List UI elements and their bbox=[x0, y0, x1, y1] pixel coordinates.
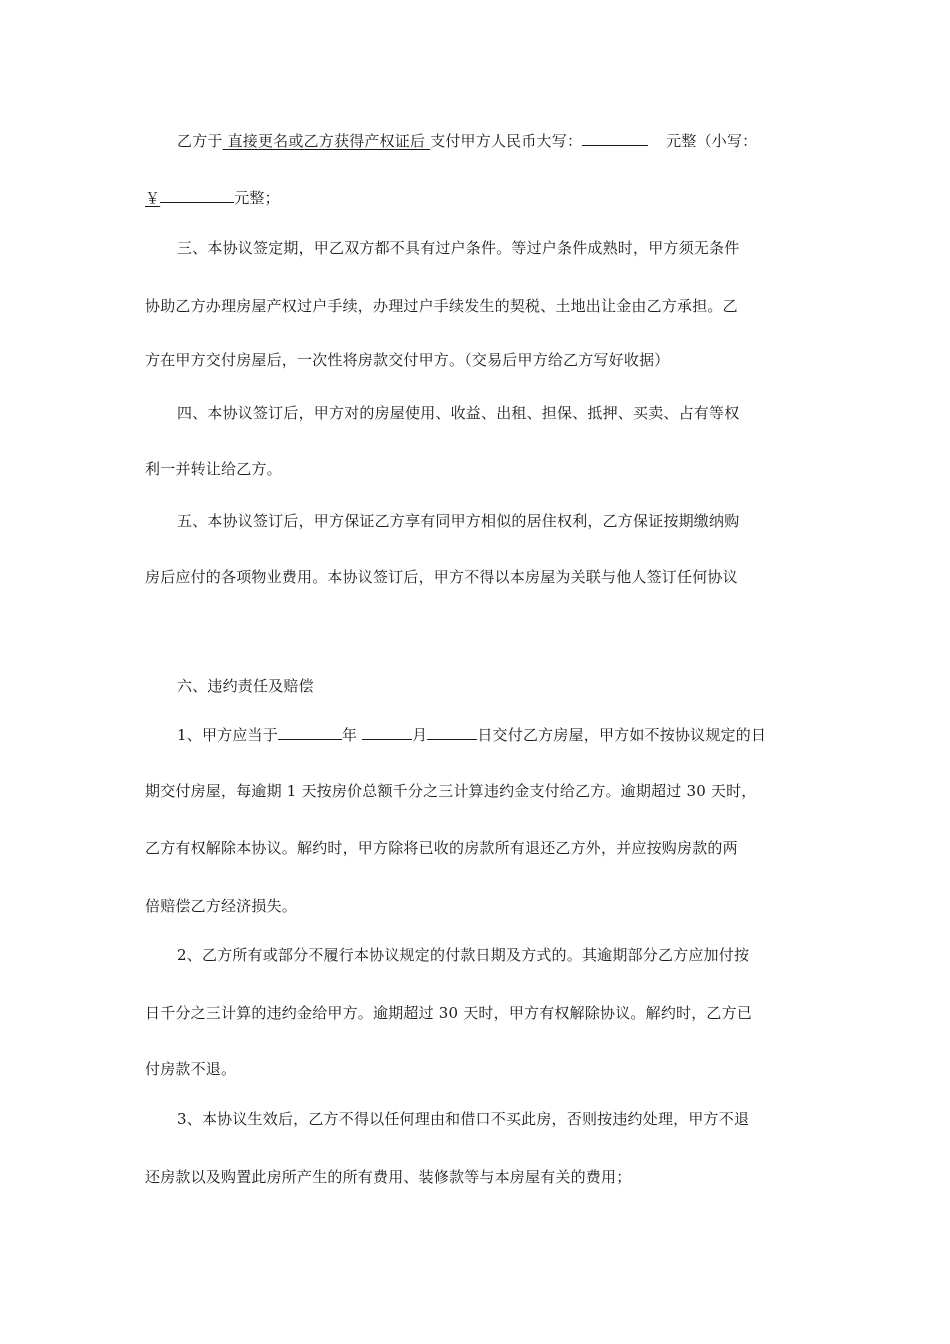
payment-line-1 bbox=[177, 128, 817, 148]
clause-4-line-1: 四、本协议签订后，甲方对的房屋使用、收益、出租、担保、抵押、买卖、占有等权 bbox=[177, 404, 740, 422]
clause-6-1-line-1 bbox=[177, 722, 817, 742]
month-blank bbox=[362, 722, 412, 740]
clause-3-line-3: 方在甲方交付房屋后，一次性将房款交付甲方。（交易后甲方给乙方写好收据） bbox=[145, 351, 670, 369]
clause-5-line-2: 房后应付的各项物业费用。本协议签订后，甲方不得以本房屋为关联与他人签订任何协议 bbox=[145, 568, 738, 586]
clause-3-line-1: 三、本协议签定期，甲乙双方都不具有过户条件。等过户条件成熟时，甲方须无条件 bbox=[177, 239, 740, 257]
clause-6-1-line-2: 期交付房屋，每逾期 1 天按房价总额千分之三计算违约金支付给乙方。逾期超过 30 天时， bbox=[145, 782, 757, 800]
text-segment: 1、甲方应当于 bbox=[177, 726, 278, 744]
clause-3-line-2: 协助乙方办理房屋产权过户手续，办理过户手续发生的契税、土地出让金由乙方承担。乙 bbox=[145, 297, 738, 315]
amount-blank-capital bbox=[582, 128, 648, 146]
clause-5-line-1: 五、本协议签订后，甲方保证乙方享有同甲方相似的居住权利，乙方保证按期缴纳购 bbox=[177, 512, 740, 530]
text-segment: 支付甲方人民币大写： bbox=[430, 132, 583, 150]
text-segment: 月 bbox=[412, 726, 428, 744]
text-segment: 乙方于 bbox=[177, 132, 223, 150]
payment-line-2 bbox=[145, 185, 815, 205]
year-blank bbox=[278, 722, 342, 740]
clause-6-2-line-2: 日千分之三计算的违约金给甲方。逾期超过 30 天时，甲方有权解除协议。解约时，乙方已 bbox=[145, 1004, 753, 1022]
clause-6-3-line-2: 还房款以及购置此房所产生的所有费用、装修款等与本房屋有关的费用； bbox=[145, 1168, 632, 1186]
day-blank bbox=[427, 722, 477, 740]
text-segment: 元整； bbox=[234, 189, 280, 207]
clause-6-1-line-4: 倍赔偿乙方经济损失。 bbox=[145, 897, 298, 915]
clause-6-2-line-3: 付房款不退。 bbox=[145, 1060, 237, 1078]
underlined-condition: 直接更名或乙方获得产权证后 bbox=[222, 132, 431, 150]
clause-4-line-2: 利一并转让给乙方。 bbox=[145, 460, 282, 478]
clause-6-title: 六、违约责任及赔偿 bbox=[177, 677, 314, 695]
text-segment: 年 bbox=[341, 726, 358, 744]
clause-6-3-line-1: 3、本协议生效后，乙方不得以任何理由和借口不买此房，否则按违约处理，甲方不退 bbox=[177, 1110, 750, 1128]
clause-6-1-line-3: 乙方有权解除本协议。解约时，甲方除将已收的房款所有退还乙方外，并应按购房款的两 bbox=[145, 839, 738, 857]
clause-6-2-line-1: 2、乙方所有或部分不履行本协议规定的付款日期及方式的。其逾期部分乙方应加付按 bbox=[177, 946, 750, 964]
amount-blank-numeric bbox=[160, 185, 234, 203]
text-segment: 元整（小写： bbox=[666, 132, 758, 150]
yuan-symbol: ￥ bbox=[145, 189, 161, 207]
text-segment: 日交付乙方房屋，甲方如不按协议规定的日 bbox=[477, 726, 767, 744]
